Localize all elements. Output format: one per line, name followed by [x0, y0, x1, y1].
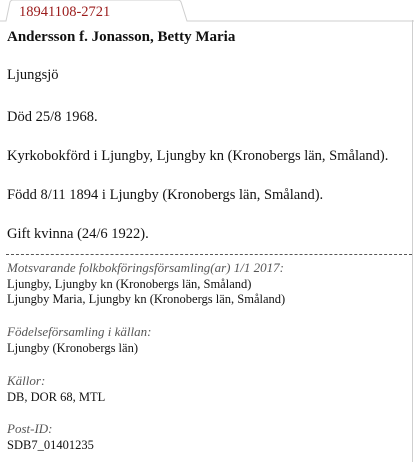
parish-2017-line: Ljungby, Ljungby kn (Kronobergs län, Småland) [7, 277, 252, 291]
birth-parish-line: Ljungby (Kronobergs län) [7, 341, 138, 355]
registration-info: Kyrkobokförd i Ljungby, Ljungby kn (Kronobergs län, Småland). [7, 148, 389, 164]
record-card [0, 20, 413, 462]
post-id-value: SDB7_01401235 [7, 438, 94, 452]
person-name: Andersson f. Jonasson, Betty Maria [7, 29, 236, 45]
birth-parish-title: Födelseförsamling i källan: [7, 324, 152, 339]
sources-title: Källor: [7, 373, 46, 388]
record-id-tab[interactable]: 18941108-2721 [19, 4, 111, 20]
birth-info: Född 8/11 1894 i Ljungby (Kronobergs län, Småland). [7, 187, 324, 203]
parish-2017-title: Motsvarande folkbokföringsförsamling(ar) 1/1 2017: [7, 260, 284, 275]
parish-2017-line: Ljungby Maria, Ljungby kn (Kronobergs län, Småland) [7, 292, 286, 306]
death-info: Död 25/8 1968. [7, 109, 98, 125]
marital-status: Gift kvinna (24/6 1922). [7, 226, 149, 242]
residence-place: Ljungsjö [7, 67, 59, 83]
section-divider [6, 254, 412, 255]
post-id-title: Post-ID: [7, 421, 53, 436]
sources-line: DB, DOR 68, MTL [7, 390, 106, 404]
record-tab-bar [0, 0, 414, 22]
